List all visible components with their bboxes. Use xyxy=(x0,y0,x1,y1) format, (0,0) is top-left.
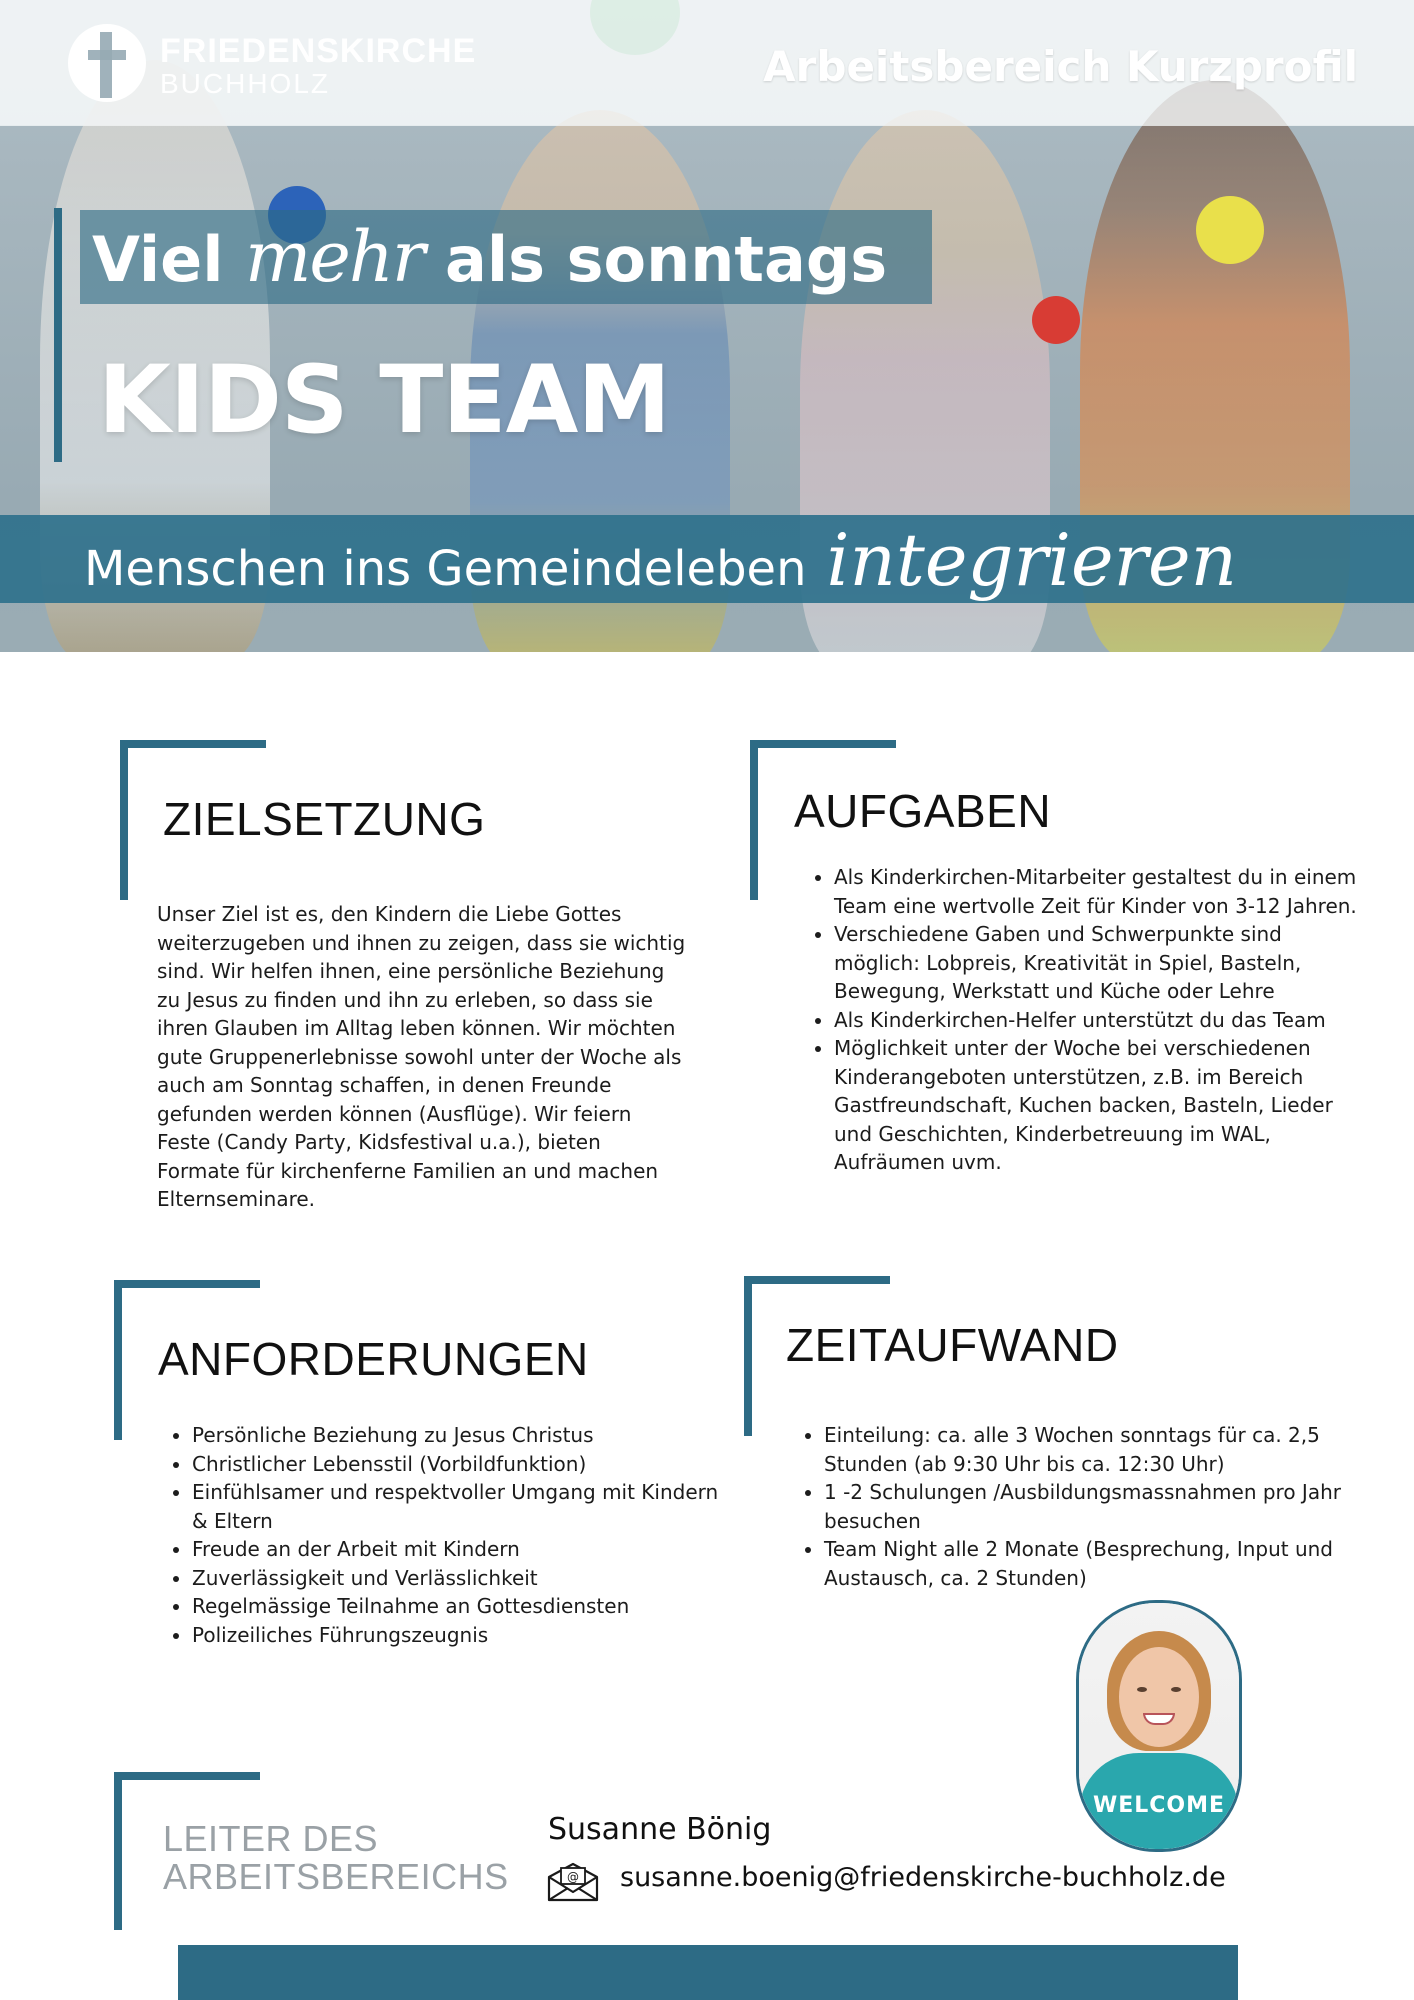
mail-icon xyxy=(546,1862,600,1902)
list-item: • Christlicher Lebensstil (Vorbildfunktion) xyxy=(192,1450,732,1479)
page-title: KIDS TEAM xyxy=(98,346,670,455)
red-ball xyxy=(1032,296,1080,344)
footer-bar xyxy=(178,1945,1238,2000)
zielsetzung-title: ZIELSETZUNG xyxy=(163,793,486,845)
profile-label: Arbeitsbereich Kurzprofil xyxy=(763,42,1358,91)
subtitle-plain: Menschen ins Gemeindeleben xyxy=(84,541,807,597)
list-item: • Einteilung: ca. alle 3 Wochen sonntags für ca. 2,5 Stunden (ab 9:30 Uhr bis ca. 12:30 Uhr) xyxy=(824,1421,1384,1478)
headline-post: als sonntags xyxy=(445,223,888,296)
list-item: • Team Night alle 2 Monate (Besprechung, Input und Austausch, ca. 2 Stunden) xyxy=(824,1535,1384,1592)
anforderungen-list xyxy=(158,1421,732,1649)
headline-script: mehr xyxy=(245,216,424,298)
logo-name: FRIEDENSKIRCHE xyxy=(160,32,477,70)
hero-accent-bar xyxy=(54,208,62,462)
aufgaben-list xyxy=(800,863,1374,1177)
list-item: • Persönliche Beziehung zu Jesus Christus xyxy=(192,1421,732,1450)
list-item: • Als Kinderkirchen-Helfer unterstützt du das Team xyxy=(834,1006,1374,1035)
church-logo[interactable] xyxy=(68,24,488,104)
leader-name: Susanne Bönig xyxy=(548,1812,772,1847)
list-item: • Verschiedene Gaben und Schwerpunkte sind möglich: Lobpreis, Kreativität in Spiel, Basteln, Bewegung, Werkstatt und Küche oder Lehre xyxy=(834,920,1374,1006)
zielsetzung-text: Unser Ziel ist es, den Kindern die Liebe Gottes weiterzugeben und ihnen zu zeigen, dass sie wichtig sind. Wir helfen ihnen, eine persönliche Beziehung zu Jesus zu finden und ihn zu erleben, so dass sie ihren Glauben im Alltag leben können. Wir möchten gute Gruppenerlebnisse sowohl unter der Woche als auch am Sonntag schaffen, in denen Freunde gefunden werden können (Ausflüge). Wir feiern Feste (Candy Party, Kidsfestival u.a.), bieten Formate für kirchenferne Familien an und machen Elternseminare. xyxy=(157,902,686,1211)
hero-headline xyxy=(92,212,887,305)
leiter-label-line1: LEITER DES xyxy=(163,1818,379,1859)
yellow-ball xyxy=(1196,196,1264,264)
subtitle-script: integrieren xyxy=(826,518,1237,602)
list-item: • Polizeiliches Führungszeugnis xyxy=(192,1621,732,1650)
photo-shirt-text: WELCOME xyxy=(1092,1793,1226,1818)
leiter-label xyxy=(163,1820,509,1896)
headline-pre: Viel xyxy=(92,223,224,296)
list-item: • Regelmässige Teilnahme an Gottesdiensten xyxy=(192,1592,732,1621)
hero-subtitle xyxy=(84,518,1237,602)
leader-photo xyxy=(1076,1600,1242,1852)
zeitaufwand-title: ZEITAUFWAND xyxy=(786,1319,1119,1371)
leiter-label-line2: ARBEITSBEREICHS xyxy=(163,1856,509,1897)
aufgaben-title: AUFGABEN xyxy=(794,785,1052,837)
list-item: • Zuverlässigkeit und Verlässlichkeit xyxy=(192,1564,732,1593)
leader-email-link[interactable]: susanne.boenig@friedenskirche-buchholz.de xyxy=(620,1862,1226,1893)
list-item: • Möglichkeit unter der Woche bei verschiedenen Kinderangeboten unterstützen, z.B. im Bereich Gastfreundschaft, Kuchen backen, Basteln, Lieder und Geschichten, Kinderbetreuung im WAL, Aufräumen uvm. xyxy=(834,1034,1374,1177)
list-item: • Als Kinderkirchen-Mitarbeiter gestaltest du in einem Team eine wertvolle Zeit für Kinder von 3-12 Jahren. xyxy=(834,863,1374,920)
list-item: • Freude an der Arbeit mit Kindern xyxy=(192,1535,732,1564)
hero-banner xyxy=(0,0,1414,652)
zeitaufwand-list xyxy=(790,1421,1384,1592)
list-item: • Einfühlsamer und respektvoller Umgang mit Kindern & Eltern xyxy=(192,1478,732,1535)
logo-subtitle: BUCHHOLZ xyxy=(160,68,331,99)
church-cross-logo-icon xyxy=(68,24,146,102)
list-item: • 1 -2 Schulungen /Ausbildungsmassnahmen pro Jahr besuchen xyxy=(824,1478,1384,1535)
svg-text:@: @ xyxy=(567,1870,579,1884)
anforderungen-title: ANFORDERUNGEN xyxy=(158,1333,589,1385)
